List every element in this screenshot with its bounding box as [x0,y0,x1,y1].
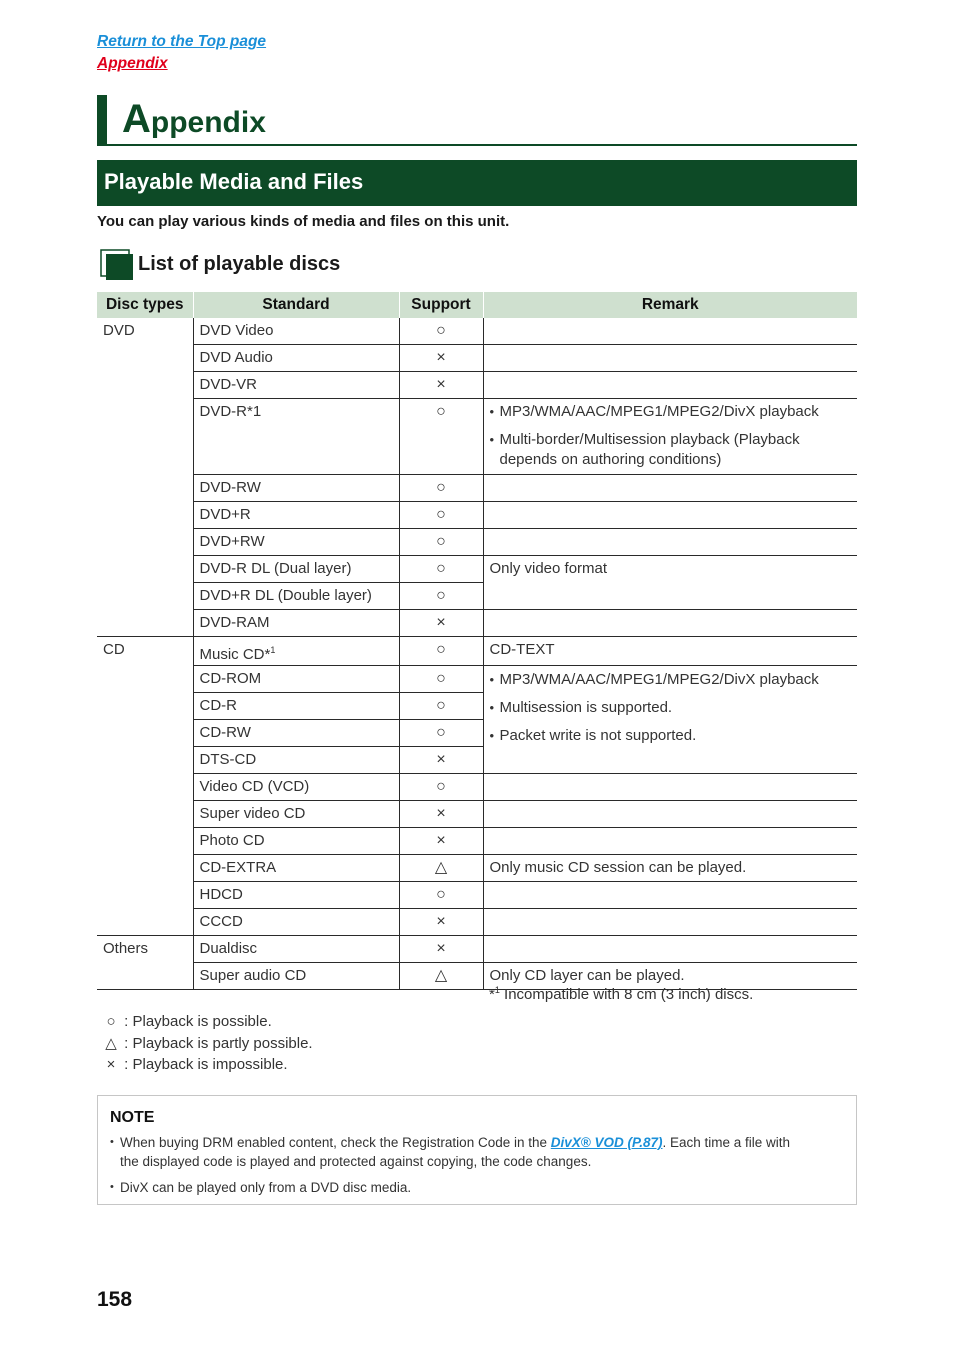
footnote-number: 1 [494,985,500,995]
support-cell: ○ [399,556,483,583]
support-cell: × [399,372,483,399]
support-cell: ○ [399,637,483,666]
remark-cell [483,774,857,801]
support-cell: × [399,828,483,855]
page-number: 158 [97,1288,133,1311]
table-row [97,475,857,502]
table-row [97,774,857,801]
standard-cell: CD-EXTRA [193,855,399,882]
section-title: Playable Media and Files [104,169,364,194]
support-cell: ○ [399,475,483,502]
support-cell: × [399,345,483,372]
support-cell: × [399,747,483,774]
support-legend [102,1011,313,1076]
note-box [97,1095,857,1205]
standard-cell: DVD-R DL (Dual layer) [193,556,399,583]
standard-cell: DVD+R [193,502,399,529]
support-cell: × [399,909,483,936]
remark-bullet: • MP3/WMA/AAC/MPEG1/MPEG2/DivX playback [490,402,852,422]
standard-cell: DVD+RW [193,529,399,556]
standard-cell: CD-ROM [193,666,399,693]
remark-cell [483,372,857,399]
table-row [97,399,857,475]
note-item [110,1133,810,1171]
legend-text: : Playback is partly possible. [124,1034,313,1052]
standard-cell: DVD-VR [193,372,399,399]
standard-cell: Super video CD [193,801,399,828]
support-cell: △ [399,963,483,990]
table-row [97,801,857,828]
support-cell: ○ [399,529,483,556]
table-row [97,909,857,936]
standard-cell: CCCD [193,909,399,936]
remark-cell [483,801,857,828]
remark-cell [483,936,857,963]
header-standard: Standard [193,292,399,318]
standard-cell: DTS-CD [193,747,399,774]
appendix-link[interactable]: Appendix [97,55,168,72]
legend-item [102,1054,313,1076]
chapter-rule [97,144,857,146]
header-support: Support [399,292,483,318]
chapter-title-rest: ppendix [150,106,266,139]
standard-cell: Photo CD [193,828,399,855]
legend-item [102,1011,313,1033]
remark-cell: CD-TEXT [483,637,857,666]
remark-bullet: • Multisession is supported. [490,698,852,718]
chapter-accent-bar [97,95,107,144]
table-row [97,666,857,693]
table-footnote [489,985,753,1003]
return-to-top-link[interactable]: Return to the Top page [97,33,267,50]
remark-cell [483,882,857,909]
note-title: NOTE [110,1109,155,1126]
support-cell: ○ [399,774,483,801]
support-cell: × [399,610,483,637]
table-row [97,637,857,666]
support-cell: ○ [399,318,483,345]
chapter-heading [97,95,857,146]
remark-bullet: • Multi-border/Multisession playback (Playback depends on authoring conditions) [490,430,852,470]
standard-cell: DVD+R DL (Double layer) [193,583,399,610]
table-row [97,345,857,372]
standard-cell: DVD-RAM [193,610,399,637]
support-cell: ○ [399,399,483,475]
table-row [97,855,857,882]
table-row [97,828,857,855]
intro-text: You can play various kinds of media and files on this unit. [97,213,510,230]
support-cell: × [399,936,483,963]
standard-cell: DVD-RW [193,475,399,502]
remark-cell [483,909,857,936]
remark-cell [483,529,857,556]
chapter-initial: A [122,97,151,141]
section-square-icon [100,249,134,281]
support-cell: △ [399,855,483,882]
table-row [97,502,857,529]
header-remark: Remark [483,292,857,318]
support-cell: × [399,801,483,828]
support-cell: ○ [399,720,483,747]
playable-discs-table [97,292,857,990]
note-text: . Each time a file with the displayed code is played and protected against copying, the code changes. [120,1135,791,1169]
disc-type-cell: Others [97,936,193,990]
remark-cell: Only music CD session can be played. [483,855,857,882]
remark-cell [483,399,857,475]
note-item: • DivX can be played only from a DVD disc media. [110,1178,810,1197]
remark-cell [483,828,857,855]
remark-cell [483,318,857,345]
section-banner [97,160,857,206]
footnote-mark: * [489,986,495,1003]
support-cell: ○ [399,882,483,909]
remark-cell [483,345,857,372]
table-header-row [97,292,857,318]
standard-cell: DVD Audio [193,345,399,372]
subsection-title: List of playable discs [138,253,341,275]
support-cell: ○ [399,693,483,720]
remark-bullet: • MP3/WMA/AAC/MPEG1/MPEG2/DivX playback [490,670,852,690]
standard-cell: DVD Video [193,318,399,345]
standard-cell [193,637,399,666]
standard-cell: DVD-R*1 [193,399,399,475]
table-row [97,529,857,556]
remark-bullet: • Packet write is not supported. [490,726,852,746]
support-cell: ○ [399,583,483,610]
table-row [97,936,857,963]
table-row [97,556,857,583]
legend-item [102,1033,313,1055]
cross-icon: × [106,1056,116,1073]
triangle-icon: △ [105,1034,117,1052]
remark-cell [483,502,857,529]
remark-cell: Only video format [483,556,857,610]
table-row [97,318,857,345]
support-cell: ○ [399,666,483,693]
chapter-title [122,96,266,146]
table-row [97,882,857,909]
standard-cell: Dualdisc [193,936,399,963]
circle-icon: ○ [106,1013,116,1030]
table-row [97,372,857,399]
remark-cell [483,475,857,502]
standard-cell: CD-RW [193,720,399,747]
header-disc-types: Disc types [97,292,193,318]
note-text: When buying DRM enabled content, check the Registration Code in the [120,1135,551,1150]
legend-text: : Playback is possible. [124,1013,272,1030]
footnote-ref: 1 [270,645,276,655]
standard-cell: HDCD [193,882,399,909]
legend-text: : Playback is impossible. [124,1056,288,1073]
navigation-links [97,31,266,75]
standard-cell: Video CD (VCD) [193,774,399,801]
remark-cell [483,666,857,774]
standard-label: Music CD* [199,646,271,663]
disc-type-cell: DVD [97,318,193,637]
remark-cell: Only CD layer can be played. [483,963,857,990]
divx-vod-link[interactable]: DivX® VOD (P.87) [550,1135,663,1150]
standard-cell: Super audio CD [193,963,399,990]
support-cell: ○ [399,502,483,529]
disc-type-cell: CD [97,637,193,936]
remark-cell [483,610,857,637]
standard-cell: CD-R [193,693,399,720]
footnote-text: Incompatible with 8 cm (3 inch) discs. [499,986,754,1003]
table-row [97,610,857,637]
note-list [110,1133,810,1197]
